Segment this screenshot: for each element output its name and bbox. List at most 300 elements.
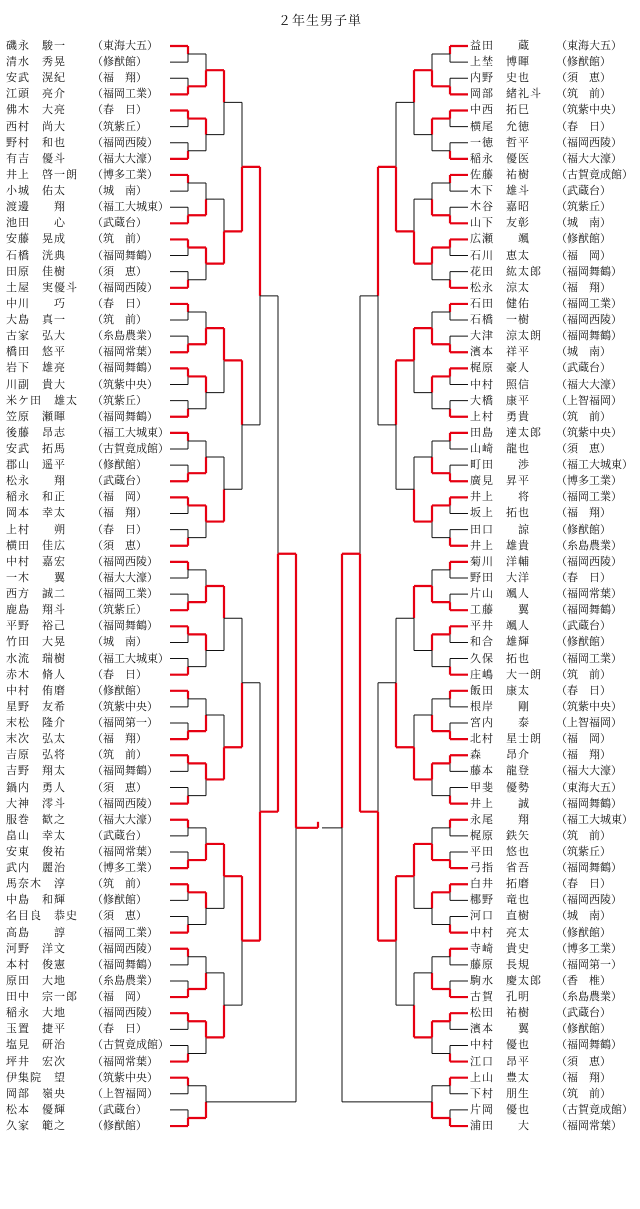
right-player-row [470, 892, 622, 908]
right-player-row [470, 457, 633, 473]
player-school: （上智福岡） [92, 1086, 158, 1100]
player-name: 星野 友希 [6, 699, 66, 713]
player-school: （福岡西陵） [556, 554, 622, 568]
player-name: 花田 紘太郎 [470, 264, 542, 278]
player-school: （福岡常葉） [556, 587, 622, 601]
right-player-row [470, 780, 622, 796]
player-name: 水流 瑞樹 [6, 651, 66, 665]
player-school: （福岡工業） [556, 490, 622, 504]
player-school: （筑紫中央） [556, 103, 622, 117]
player-name: 原田 大地 [6, 973, 66, 987]
player-school: （筑紫丘） [556, 200, 611, 214]
player-school: （福 岡） [556, 732, 611, 746]
player-school: （武蔵台） [556, 1006, 611, 1020]
player-name: 大島 真一 [6, 313, 66, 327]
player-school: （筑紫中央） [556, 425, 622, 439]
player-name: 一徳 哲平 [470, 135, 530, 149]
player-school: （糸島農業） [92, 329, 158, 343]
player-name: 稲永 優医 [470, 151, 530, 165]
player-name: 末松 隆介 [6, 716, 66, 730]
player-name: 稲永 和正 [6, 490, 66, 504]
right-player-row [470, 312, 622, 328]
left-player-row [6, 828, 147, 844]
player-name: 一木 翼 [6, 570, 66, 584]
left-player-row [6, 1037, 169, 1053]
left-player-row [6, 796, 158, 812]
player-school: （福岡舞鶴） [556, 796, 622, 810]
player-name: 川副 貴大 [6, 377, 66, 391]
right-player-row [470, 651, 622, 667]
player-school: （修猷館） [556, 522, 611, 536]
right-player-row [470, 908, 611, 924]
right-player-row [470, 167, 633, 183]
player-name: 後藤 昂志 [6, 425, 66, 439]
player-school: （福岡舞鶴） [556, 1038, 622, 1052]
left-player-row [6, 602, 147, 618]
left-player-row [6, 1005, 158, 1021]
player-name: 赤木 脩人 [6, 667, 66, 681]
player-name: 西方 誠二 [6, 587, 66, 601]
left-player-row [6, 989, 147, 1005]
player-name: 吉原 弘将 [6, 748, 66, 762]
player-school: （糸島農業） [556, 990, 622, 1004]
player-school: （博多工業） [92, 861, 158, 875]
player-name: 根岸 剛 [470, 699, 530, 713]
player-school: （福大大濠） [556, 764, 622, 778]
player-school: （筑紫丘） [556, 845, 611, 858]
player-name: 庄嶋 大一朗 [470, 667, 542, 681]
player-name: 下村 朋生 [470, 1086, 530, 1100]
player-school: （福岡常葉） [92, 345, 158, 359]
left-player-row [6, 409, 158, 425]
player-school: （須 恵） [92, 909, 147, 923]
player-name: 飯田 康太 [470, 683, 530, 697]
player-school: （春 日） [556, 877, 611, 891]
player-name: 鹿島 翔斗 [6, 603, 66, 617]
left-player-row [6, 522, 147, 538]
right-player-row [470, 876, 611, 892]
right-player-row [470, 473, 622, 489]
player-name: 安武 滉紀 [6, 71, 66, 85]
left-player-row [6, 876, 147, 892]
right-player-row [470, 796, 622, 812]
player-name: 稲永 大地 [6, 1006, 66, 1020]
player-name: 上山 豊太 [470, 1070, 530, 1084]
player-name: 中川 巧 [6, 296, 66, 310]
right-player-row [470, 586, 622, 602]
left-player-row [6, 183, 147, 199]
player-school: （城 南） [556, 216, 611, 230]
player-name: 名目良 恭史 [6, 909, 78, 923]
right-player-row [470, 957, 622, 973]
player-name: 磯永 駿一 [6, 39, 66, 52]
left-player-row [6, 586, 158, 602]
player-name: 西村 尚大 [6, 119, 66, 133]
player-school: （武蔵台） [556, 361, 611, 375]
left-player-row [6, 70, 147, 86]
player-name: 笠原 瀬暉 [6, 409, 66, 423]
left-player-row [6, 618, 158, 634]
left-player-row [6, 1086, 158, 1102]
player-school: （福岡西陵） [92, 796, 158, 810]
left-player-row [6, 957, 158, 973]
right-player-row [470, 86, 611, 102]
player-name: 松田 祐樹 [470, 1006, 530, 1020]
player-school: （博多工業） [92, 167, 158, 181]
player-name: 井上 啓一朗 [6, 167, 78, 181]
player-school: （福岡工業） [556, 296, 622, 310]
player-name: 石橋 洸典 [6, 248, 66, 262]
left-player-row [6, 892, 147, 908]
right-player-row [470, 634, 611, 650]
player-name: 濱本 翼 [470, 1022, 530, 1036]
left-player-row [6, 651, 169, 667]
player-name: 上村 朔 [6, 522, 66, 536]
player-name: 佐藤 祐樹 [470, 167, 530, 181]
player-name: 馬奈木 淳 [6, 877, 66, 891]
left-player-row [6, 780, 147, 796]
player-school: （糸島農業） [92, 973, 158, 987]
right-player-row [470, 215, 611, 231]
right-player-row [470, 538, 622, 554]
left-player-row [6, 570, 158, 586]
player-name: 土屋 実優斗 [6, 280, 78, 294]
player-school: （修猷館） [92, 1119, 147, 1133]
player-name: 田中 宗一郎 [6, 990, 78, 1004]
player-name: 駒水 慶太郎 [470, 973, 542, 987]
player-school: （筑 前） [92, 748, 147, 762]
right-player-row [470, 409, 611, 425]
left-player-row [6, 441, 169, 457]
player-school: （須 恵） [92, 538, 147, 552]
right-player-row [470, 38, 622, 54]
left-player-row [6, 941, 158, 957]
right-player-row [470, 231, 611, 247]
right-player-row [470, 1086, 611, 1102]
player-name: 有吉 優斗 [6, 151, 66, 165]
right-player-row [470, 1005, 611, 1021]
player-name: 藤本 龍登 [470, 764, 530, 778]
player-name: 田原 佳樹 [6, 264, 66, 278]
left-player-row [6, 489, 147, 505]
player-school: （古賀竟成館） [92, 1038, 169, 1052]
left-player-row [6, 199, 169, 215]
left-player-row [6, 215, 147, 231]
player-school: （福工大城東） [92, 425, 169, 439]
player-school: （福岡舞鶴） [556, 264, 622, 278]
left-player-row [6, 473, 147, 489]
right-player-row [470, 102, 622, 118]
player-school: （城 南） [556, 909, 611, 923]
player-school: （福岡常葉） [92, 1054, 158, 1068]
right-player-row [470, 360, 611, 376]
player-school: （福岡舞鶴） [92, 619, 158, 633]
player-school: （福岡舞鶴） [92, 764, 158, 778]
player-school: （福岡舞鶴） [556, 329, 622, 343]
left-player-row [6, 747, 147, 763]
left-player-row [6, 538, 147, 554]
player-school: （春 日） [92, 522, 147, 536]
right-player-row [470, 393, 622, 409]
player-name: 岡部 緒礼斗 [470, 87, 542, 101]
player-school: （福大大濠） [92, 570, 158, 584]
left-player-row [6, 280, 158, 296]
player-name: 中村 照信 [470, 377, 530, 391]
player-name: 平井 颯人 [470, 619, 530, 633]
player-name: 伊集院 望 [6, 1070, 66, 1084]
player-school: （福 翔） [556, 506, 611, 520]
right-player-row [470, 296, 622, 312]
player-school: （福工大城東） [92, 200, 169, 214]
left-player-row [6, 377, 158, 393]
player-name: 鍋内 勇人 [6, 780, 66, 794]
player-school: （福岡舞鶴） [92, 957, 158, 971]
player-school: （福岡舞鶴） [92, 409, 158, 423]
player-school: （須 恵） [92, 780, 147, 794]
player-school: （福岡常葉） [556, 1119, 622, 1133]
player-school: （修猷館） [92, 458, 147, 472]
right-player-row [470, 844, 611, 860]
player-name: 平野 裕己 [6, 619, 66, 633]
player-school: （福工大城東） [92, 651, 169, 665]
player-school: （福大大濠） [92, 151, 158, 165]
player-name: 片岡 優也 [470, 1102, 530, 1116]
player-name: 池田 心 [6, 216, 66, 230]
player-name: 本村 俊憲 [6, 957, 66, 971]
player-name: 井上 誠 [470, 796, 530, 810]
player-name: 吉野 翔太 [6, 764, 66, 778]
player-school: （筑紫中央） [92, 699, 158, 713]
player-name: 米ケ田 雄太 [6, 393, 78, 407]
left-player-row [6, 715, 158, 731]
player-name: 藤原 長規 [470, 957, 530, 971]
player-name: 岡部 嶺央 [6, 1086, 66, 1100]
player-school: （筑 前） [556, 409, 611, 423]
right-player-row [470, 828, 611, 844]
player-school: （福岡西陵） [92, 135, 158, 149]
player-school: （東海大五） [556, 780, 622, 794]
player-school: （筑 前） [556, 828, 611, 842]
player-school: （福岡舞鶴） [556, 603, 622, 617]
player-name: 浦田 大 [470, 1119, 530, 1133]
player-school: （古賀竟成館） [556, 1102, 633, 1116]
right-player-row [470, 119, 611, 135]
player-school: （福岡第一） [556, 957, 622, 971]
left-player-row [6, 667, 147, 683]
right-player-row [470, 667, 611, 683]
left-player-row [6, 167, 158, 183]
right-player-row [470, 860, 622, 876]
player-school: （春 日） [92, 667, 147, 681]
player-school: （城 南） [92, 635, 147, 649]
player-school: （福岡舞鶴） [92, 361, 158, 375]
left-player-row [6, 973, 158, 989]
player-name: 横田 佳広 [6, 538, 66, 552]
player-school: （須 恵） [556, 71, 611, 85]
player-school: （福岡工業） [92, 87, 158, 101]
player-name: 松本 優輝 [6, 1102, 66, 1116]
left-player-row [6, 925, 158, 941]
player-name: 野田 大洋 [470, 570, 530, 584]
player-name: 坪井 宏次 [6, 1054, 66, 1068]
player-school: （筑紫中央） [92, 1070, 158, 1084]
right-player-row [470, 570, 611, 586]
player-name: 服巻 歓之 [6, 812, 66, 826]
player-name: 田口 諒 [470, 522, 530, 536]
page-title: ２年生男子単 [277, 14, 362, 29]
player-name: 北村 星士朗 [470, 732, 542, 746]
player-school: （修猷館） [556, 1022, 611, 1036]
player-school: （筑紫丘） [92, 393, 147, 407]
player-name: 渡邊 翔 [6, 200, 66, 214]
player-name: 広瀬 颯 [470, 232, 530, 246]
right-player-row [470, 505, 611, 521]
right-player-row [470, 763, 622, 779]
player-name: 中村 優也 [470, 1038, 530, 1052]
player-school: （筑紫中央） [92, 377, 158, 391]
player-name: 岡本 幸太 [6, 506, 66, 520]
right-player-row [470, 425, 622, 441]
player-name: 石田 健佑 [470, 296, 530, 310]
player-name: 山下 友彰 [470, 216, 530, 230]
player-school: （福 岡） [92, 490, 147, 504]
player-school: （古賀竟成館） [556, 167, 633, 181]
player-school: （筑 前） [92, 877, 147, 891]
left-player-row [6, 1070, 158, 1086]
player-name: 石橋 一樹 [470, 313, 530, 327]
player-name: 安武 拓馬 [6, 442, 66, 455]
player-name: 上村 勇貴 [470, 409, 530, 423]
left-player-row [6, 908, 147, 924]
right-player-row [470, 1037, 622, 1053]
player-name: 塩見 研治 [6, 1038, 66, 1052]
left-player-row [6, 312, 147, 328]
player-name: 白井 拓磨 [470, 877, 530, 891]
player-school: （城 南） [92, 184, 147, 198]
player-school: （春 日） [556, 683, 611, 697]
player-school: （武蔵台） [556, 619, 611, 633]
player-school: （福 翔） [92, 732, 147, 746]
player-school: （修猷館） [92, 683, 147, 697]
player-school: （春 日） [92, 103, 147, 117]
player-school: （春 日） [556, 119, 611, 133]
left-player-row [6, 393, 147, 409]
player-school: （福岡第一） [92, 716, 158, 730]
player-name: 田島 達太郎 [470, 425, 542, 439]
left-player-row [6, 264, 147, 280]
left-player-row [6, 119, 147, 135]
player-school: （武蔵台） [92, 1102, 147, 1116]
right-player-row [470, 618, 611, 634]
player-school: （修猷館） [556, 635, 611, 649]
player-school: （東海大五） [92, 39, 158, 52]
right-player-row [470, 554, 622, 570]
player-name: 石川 恵太 [470, 248, 530, 262]
player-name: 玉置 捷平 [6, 1022, 66, 1036]
right-player-row [470, 941, 622, 957]
left-player-row [6, 457, 147, 473]
player-school: （筑 前） [556, 1086, 611, 1100]
player-school: （香 椎） [556, 973, 611, 987]
player-name: 菊川 洋輔 [470, 554, 530, 568]
player-school: （春 日） [92, 296, 147, 310]
player-school: （筑紫中央） [556, 699, 622, 713]
player-name: 久家 範之 [6, 1119, 66, 1133]
player-school: （上智福岡） [556, 393, 622, 407]
player-name: 中村 亮太 [470, 925, 530, 939]
left-player-row [6, 231, 147, 247]
left-player-row [6, 360, 158, 376]
right-player-row [470, 602, 622, 618]
right-player-row [470, 715, 622, 731]
player-name: 寺崎 貴史 [470, 941, 530, 955]
player-school: （福岡常葉） [92, 845, 158, 858]
player-name: 岩下 雄亮 [6, 361, 66, 375]
left-player-row [6, 554, 158, 570]
player-school: （上智福岡） [556, 716, 622, 730]
left-player-row [6, 844, 158, 860]
left-player-row [6, 102, 147, 118]
player-school: （福岡西陵） [92, 1006, 158, 1020]
player-school: （福岡工業） [556, 651, 622, 665]
player-school: （福岡西陵） [92, 941, 158, 955]
player-name: 内野 史也 [470, 71, 530, 85]
left-player-row [6, 860, 158, 876]
player-school: （博多工業） [556, 941, 622, 955]
right-player-row [470, 747, 611, 763]
player-name: 松永 翔 [6, 474, 66, 488]
player-school: （福岡舞鶴） [92, 248, 158, 262]
player-school: （福岡西陵） [92, 280, 158, 294]
player-name: 大津 涼太朗 [470, 329, 542, 343]
left-player-row [6, 1054, 158, 1070]
right-player-row [470, 70, 611, 86]
player-name: 片山 颯人 [470, 587, 530, 601]
player-school: （福 岡） [556, 248, 611, 262]
right-player-row [470, 925, 611, 941]
player-name: 郡山 遥平 [6, 458, 66, 472]
player-school: （須 恵） [92, 264, 147, 278]
left-player-row [6, 328, 158, 344]
player-school: （福 岡） [92, 990, 147, 1004]
player-name: 弓指 省吾 [470, 861, 530, 875]
player-name: 野村 和也 [6, 135, 66, 149]
player-school: （修猷館） [92, 893, 147, 907]
player-name: 大橋 康平 [470, 393, 530, 407]
right-player-row [470, 328, 622, 344]
player-school: （須 恵） [556, 1054, 611, 1068]
left-player-row [6, 763, 158, 779]
player-school: （須 恵） [556, 442, 611, 455]
player-school: （福大大濠） [556, 151, 622, 165]
player-school: （糸島農業） [556, 538, 622, 552]
player-school: （武蔵台） [92, 828, 147, 842]
right-player-row [470, 1021, 611, 1037]
left-player-row [6, 1021, 147, 1037]
player-name: 工藤 翼 [470, 603, 530, 617]
player-school: （修猷館） [556, 55, 611, 69]
right-player-row [470, 522, 611, 538]
player-school: （修猷館） [556, 925, 611, 939]
player-school: （春 日） [92, 1022, 147, 1036]
player-school: （武蔵台） [92, 216, 147, 230]
player-name: 平田 悠也 [470, 845, 530, 858]
right-player-row [470, 1118, 622, 1134]
right-player-row [470, 344, 611, 360]
player-name: 梶原 豪人 [470, 361, 530, 375]
player-school: （福 翔） [556, 748, 611, 762]
left-player-row [6, 634, 147, 650]
